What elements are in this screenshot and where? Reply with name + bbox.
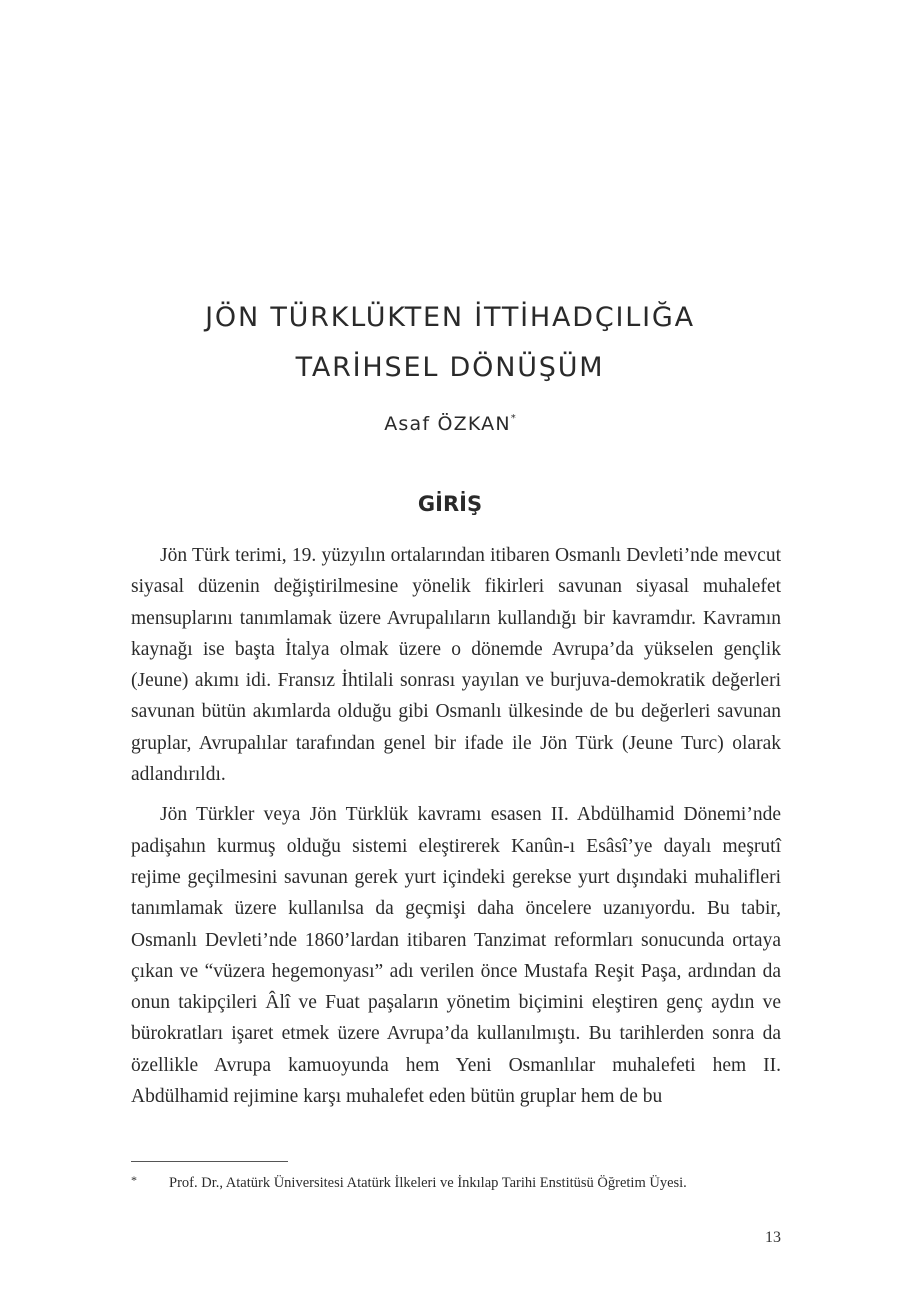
chapter-title-line-1: JÖN TÜRKLÜKTEN İTTİHADÇILIĞA: [205, 302, 695, 333]
section-heading: GİRİŞ: [417, 492, 483, 516]
author-name: Asaf ÖZKAN: [384, 413, 511, 435]
footnote-marker: *: [131, 1173, 137, 1187]
chapter-title-line-2: TARİHSEL DÖNÜŞÜM: [295, 352, 605, 383]
footnote-text: Prof. Dr., Atatürk Üniversitesi Atatürk İlkeleri ve İnkılap Tarihi Enstitüsü Öğretim Üyesi.: [169, 1175, 687, 1191]
author-byline: [0, 413, 900, 435]
paragraph: Jön Türk terimi, 19. yüzyılın ortalarından itibaren Osmanlı Devleti’nde mevcut siyasal düzenin değiştirilmesine yönelik fikirleri savunan siyasal muhalefet mensuplarını tanımlamak üzere Avrupalıların kullandığı bir kavramdır. Kavramın kaynağı ise başta İtalya olmak üzere o dönemde Avrupa’da yükselen gençlik (Jeune) akımı idi. Fransız İhtilali sonrası yayılan ve burjuva-demokratik değerleri savunan bütün akımlarda olduğu gibi Osmanlı ülkesinde de bu değerleri savunan gruplar, Avrupalılar tarafından genel bir ifade ile Jön Türk (Jeune Turc) olarak adlandırıldı.: [131, 545, 781, 786]
footnote-separator: [131, 1161, 288, 1162]
author-footnote-marker: *: [510, 413, 516, 424]
paragraph: Jön Türkler veya Jön Türklük kavramı esasen II. Abdülhamid Dönemi’nde padişahın kurmuş olduğu sistemi eleştirerek Kanûn-ı Esâsî’ye dayalı meşrutî rejime geçilmesini savunan gerek yurt içindeki gerekse yurt dışındaki muhalifleri tanımlamak üzere kullanılsa da geçmişi daha öncelere uzanıyordu. Bu tabir, Osmanlı Devleti’nde 1860’lardan itibaren Tanzimat reformları sonucunda ortaya çıkan ve “vüzera hegemonyası” adı verilen önce Mustafa Reşit Paşa, ardından da onun takipçileri Âlî ve Fuat paşaların yönetim biçimini eleştiren genç aydın ve bürokratları işaret etmek üzere Avrupa’da kullanılmıştı. Bu tarihlerden sonra da özellikle Avrupa kamuoyunda hem Yeni Osmanlılar muhalefeti hem II. Abdülhamid rejimine karşı muhalefet eden bütün gruplar hem de bu: [131, 804, 781, 1108]
page-number: 13: [765, 1229, 781, 1246]
body-text: [131, 540, 781, 1112]
